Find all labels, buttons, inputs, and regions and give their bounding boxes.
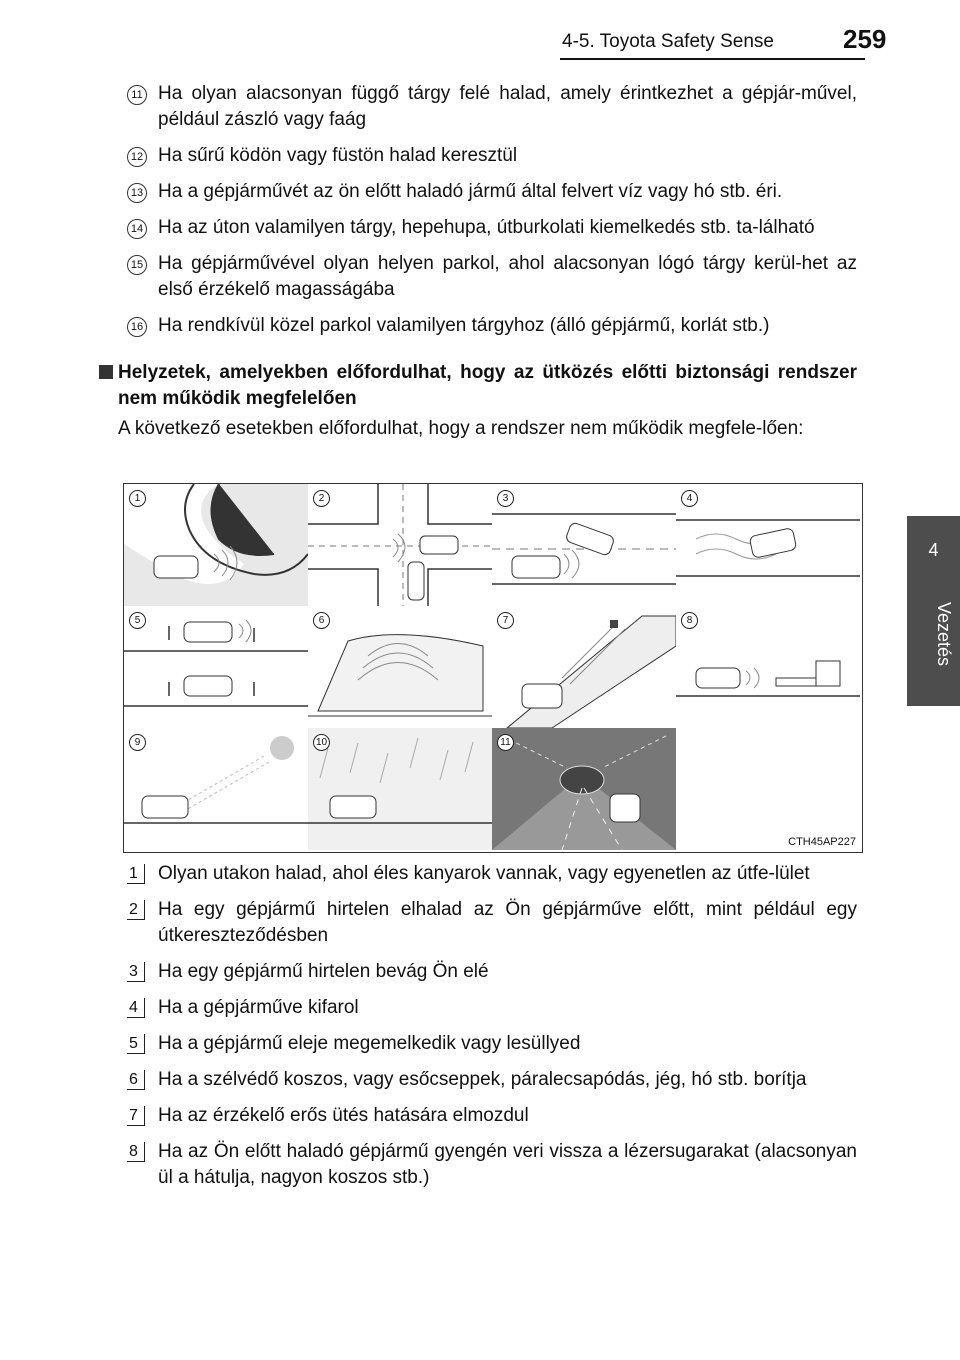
- item-text: Olyan utakon halad, ahol éles kanyarok vannak, vagy egyenetlen az útfe-lület: [158, 863, 810, 884]
- page-header: [0, 0, 960, 60]
- item-number: 1: [127, 864, 145, 884]
- figure-label: 2: [313, 490, 330, 507]
- item-number: 2: [127, 900, 145, 920]
- item-number: 12: [127, 147, 147, 167]
- figure-label: 7: [497, 612, 514, 629]
- situation-illustration: [123, 483, 863, 853]
- item-text: Ha gépjárművével olyan helyen parkol, ahol alacsonyan lógó tárgy kerül-het az első érzékelő magasságába: [158, 253, 857, 300]
- item-number: 4: [127, 998, 145, 1018]
- figure-label: 1: [129, 490, 146, 507]
- list-item: [127, 897, 857, 949]
- list-item: [127, 1031, 857, 1057]
- chapter-tab: [907, 516, 960, 706]
- figure-label: 11: [497, 734, 514, 751]
- figure-cell: [308, 606, 492, 728]
- chapter-number: 4: [928, 540, 939, 560]
- intro-paragraph: A következő esetekben előfordulhat, hogy a rendszer nem működik megfele-lően:: [118, 418, 804, 439]
- condition-list-top: [127, 81, 857, 349]
- item-text: Ha a gépjárművét az ön előtt haladó jármű által felvert víz vagy hó stb. éri.: [158, 181, 783, 202]
- figure-cell: [308, 484, 492, 606]
- list-item: [127, 1067, 857, 1093]
- figure-cell: [124, 728, 308, 850]
- list-item: [127, 179, 857, 205]
- list-item: [127, 1103, 857, 1129]
- item-text: Ha az Ön előtt haladó gépjármű gyengén veri vissza a lézersugarakat (alacsonyan ül a hátulja, nagyon koszos stb.): [158, 1141, 857, 1188]
- list-item: [127, 959, 857, 985]
- figure-cell: [676, 606, 860, 728]
- item-text: Ha rendkívül közel parkol valamilyen tárgyhoz (álló gépjármű, korlát stb.): [158, 315, 770, 336]
- item-number: 5: [127, 1034, 145, 1054]
- list-item: [127, 313, 857, 339]
- condition-list-bottom: [127, 861, 857, 1201]
- item-number: 7: [127, 1106, 145, 1126]
- item-text: Ha az úton valamilyen tárgy, hepehupa, útburkolati kiemelkedés stb. ta-lálható: [158, 217, 815, 238]
- section-subheading: Helyzetek, amelyekben előfordulhat, hogy az ütközés előtti biztonsági rendszer nem működik megfelelően: [99, 360, 857, 412]
- list-item: [127, 861, 857, 887]
- item-number: 13: [127, 183, 147, 203]
- figure-cell: [124, 484, 308, 606]
- item-text: Ha egy gépjármű hirtelen bevág Ön elé: [158, 961, 489, 982]
- figure-cell: [492, 606, 676, 728]
- item-text: Ha az érzékelő erős ütés hatására elmozdul: [158, 1105, 529, 1126]
- figure-label: 4: [681, 490, 698, 507]
- list-item: [127, 81, 857, 133]
- bullet-square-icon: [99, 365, 113, 379]
- figure-cell: [492, 484, 676, 606]
- item-number: 15: [127, 255, 147, 275]
- figure-cell: [124, 606, 308, 728]
- item-number: 16: [127, 317, 147, 337]
- figure-cell: [676, 484, 860, 606]
- item-number: 8: [127, 1142, 145, 1162]
- figure-cell: [308, 728, 492, 850]
- figure-cell: [492, 728, 676, 850]
- page-number: 259: [843, 24, 887, 54]
- item-number: 11: [127, 85, 147, 105]
- list-item: [127, 251, 857, 303]
- section-title: 4-5. Toyota Safety Sense: [562, 31, 774, 52]
- figure-cell-empty: [676, 728, 860, 850]
- item-text: Ha a gépjárműve kifarol: [158, 997, 359, 1018]
- figure-code: CTH45AP227: [788, 836, 856, 848]
- list-item: [127, 143, 857, 169]
- figure-label: 9: [129, 734, 146, 751]
- item-text: Ha olyan alacsonyan függő tárgy felé halad, amely érintkezhet a gépjár-művel, például zászló vagy faág: [158, 83, 857, 130]
- item-text: Ha egy gépjármű hirtelen elhalad az Ön gépjárműve előtt, mint például egy útkereszteződésben: [158, 899, 857, 946]
- header-rule: [560, 58, 865, 60]
- item-number: 3: [127, 962, 145, 982]
- list-item: [127, 995, 857, 1021]
- list-item: [127, 215, 857, 241]
- item-text: Ha sűrű ködön vagy füstön halad keresztül: [158, 145, 518, 166]
- figure-label: 6: [313, 612, 330, 629]
- item-text: Ha a szélvédő koszos, vagy esőcseppek, páralecsapódás, jég, hó stb. borítja: [158, 1069, 807, 1090]
- figure-label: 8: [681, 612, 698, 629]
- chapter-label: Vezetés: [934, 602, 954, 667]
- item-text: Ha a gépjármű eleje megemelkedik vagy lesüllyed: [158, 1033, 581, 1054]
- item-number: 6: [127, 1070, 145, 1090]
- item-number: 14: [127, 219, 147, 239]
- figure-label: 5: [129, 612, 146, 629]
- figure-label: 10: [313, 734, 330, 751]
- list-item: [127, 1139, 857, 1191]
- figure-label: 3: [497, 490, 514, 507]
